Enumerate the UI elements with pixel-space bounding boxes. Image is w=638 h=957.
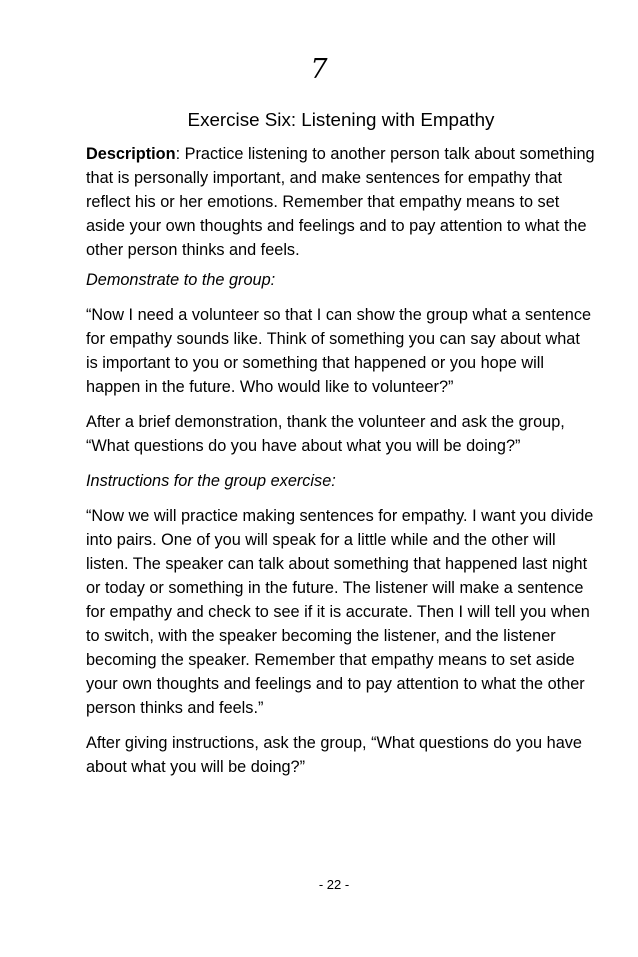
chapter-number: 7	[310, 54, 328, 85]
instructions-heading: Instructions for the group exercise:	[86, 472, 336, 490]
exercise-title: Exercise Six: Listening with Empathy	[187, 109, 495, 130]
description-label: Description	[86, 145, 176, 163]
after-demonstration-paragraph: After a brief demonstration, thank the volunteer and ask the group, “What questions do you have about what you will be doing?”	[86, 413, 565, 455]
demonstrate-heading: Demonstrate to the group:	[86, 271, 276, 289]
instructions-quote: “Now we will practice making sentences for empathy. I want you divide into pairs. One of you will speak for a little while and the other will listen. The speaker can talk about something that happened last night or today or something in the future. The listener will make a sentence for empathy and check to see if it is accurate. Then I will tell you when to switch, with the speaker becoming the listener, and the listener becoming the speaker. Remember that empathy means to set aside your own thoughts and feelings and to pay attention to what the other person thinks and feels.”	[86, 507, 594, 717]
page-number: - 22 -	[318, 877, 350, 892]
after-instructions-paragraph: After giving instructions, ask the group, “What questions do you have about what you will be doing?”	[86, 734, 582, 776]
page-content	[86, 142, 596, 790]
demonstrate-quote: “Now I need a volunteer so that I can show the group what a sentence for empathy sounds like. Think of something you can say about what is important to you or something that happened or you hope will happen in the future. Who would like to volunteer?”	[86, 306, 592, 396]
description-paragraph	[86, 142, 596, 262]
description-text: : Practice listening to another person talk about something that is personally important, and make sentences for empathy that reflect his or her emotions. Remember that empathy means to set aside your own thoughts and feelings and to pay attention to what the other person thinks and feels.	[86, 145, 595, 259]
